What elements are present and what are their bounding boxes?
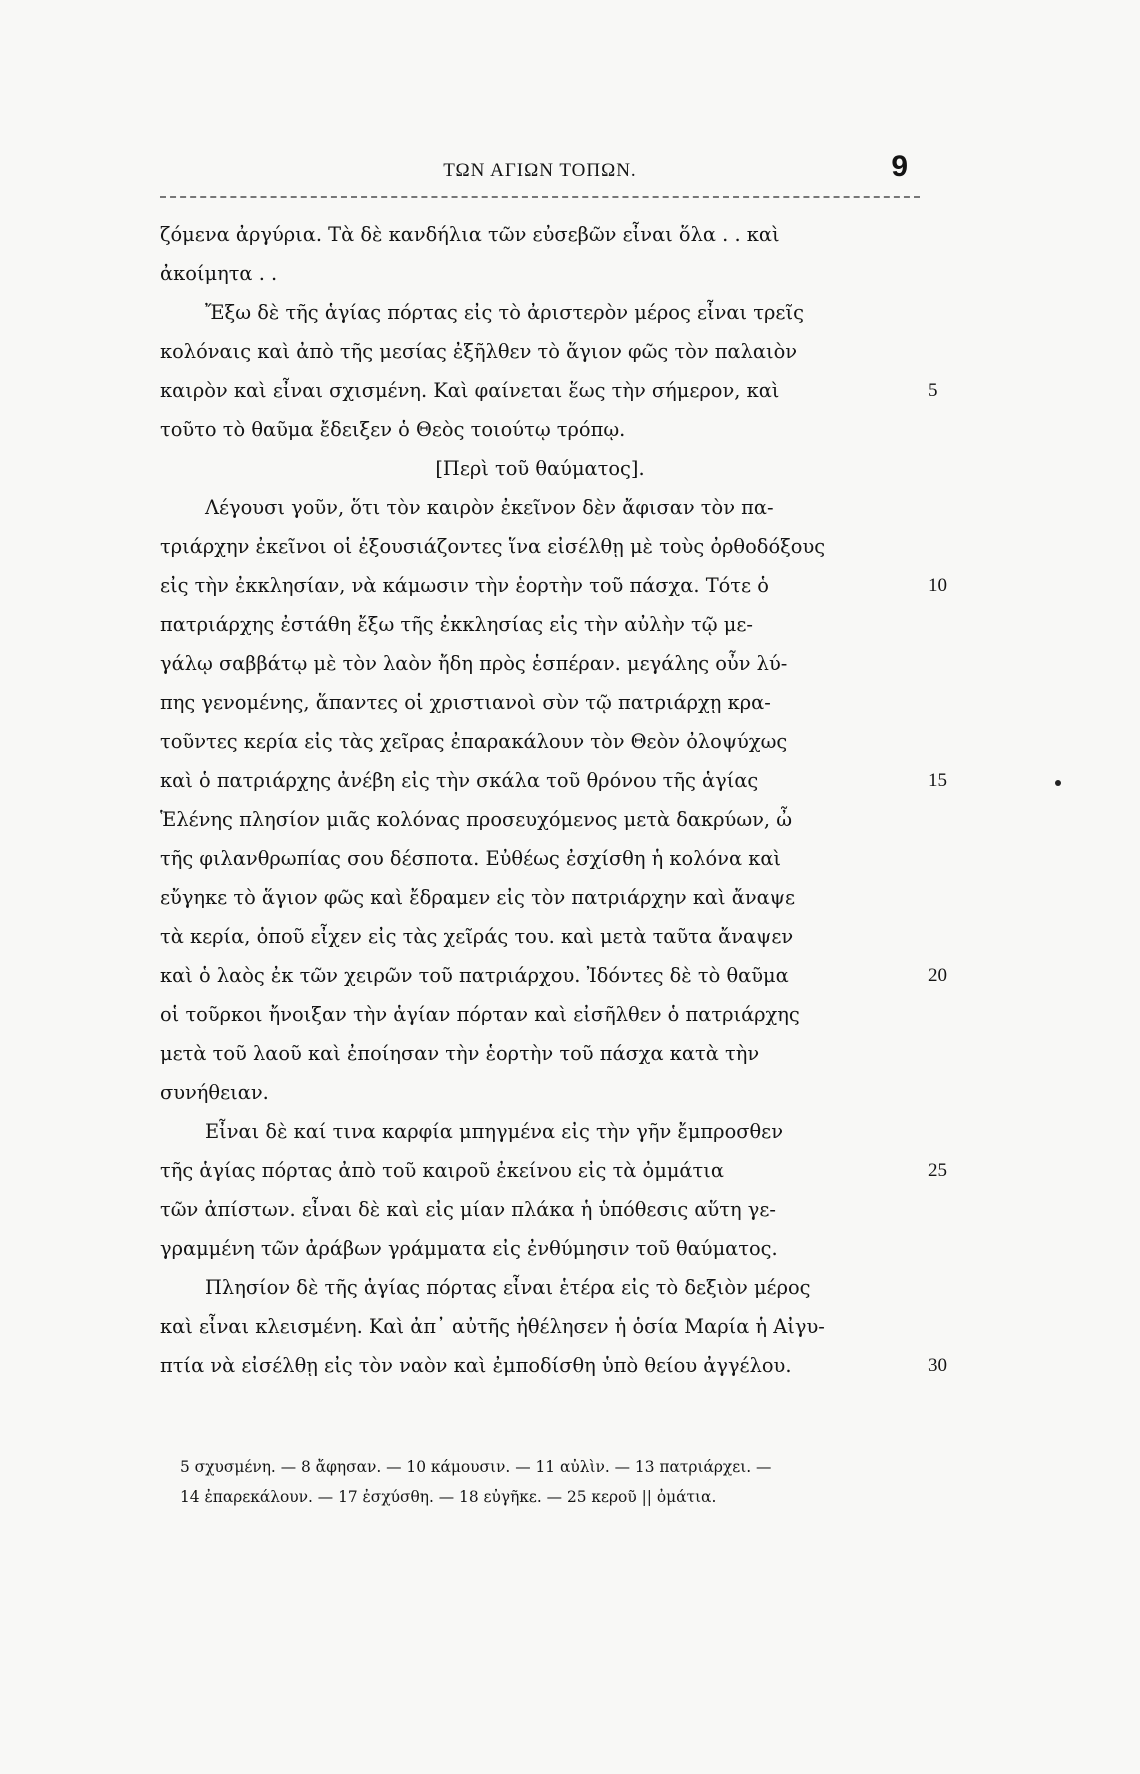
line-text: πατριάρχης ἐστάθη ἔξω τῆς ἐκκλησίας εἰς τὴν αὐλὴν τῷ με-	[160, 613, 753, 636]
text-line	[160, 293, 920, 332]
text-line	[160, 566, 947, 605]
footnote-line: 14 ἐπαρεκάλουν. — 17 ἐσχύσθη. — 18 εὐγῆκε. — 25 κεροῦ || ὀμάτια.	[180, 1488, 717, 1506]
text-line	[160, 410, 920, 449]
line-text: εὔγηκε τὸ ἅγιον φῶς καὶ ἔδραμεν εἰς τὸν πατριάρχην καὶ ἄναψε	[160, 886, 796, 909]
text-line	[160, 488, 920, 527]
text-line	[160, 1268, 920, 1307]
text-line	[160, 1190, 920, 1229]
line-text: Εἶναι δὲ καί τινα καρφία μπηγμένα εἰς τὴν γῆν ἔμπροσθεν	[205, 1120, 783, 1143]
line-text: πτία νὰ εἰσέλθῃ εἰς τὸν ναὸν καὶ ἐμποδίσθη ὑπὸ θείου ἀγγέλου.	[160, 1354, 792, 1377]
line-text: Λέγουσι γοῦν, ὅτι τὸν καιρὸν ἐκεῖνον δὲν ἄφισαν τὸν πα-	[205, 496, 774, 519]
running-title: ΤΩΝ ΑΓΙΩΝ ΤΟΠΩΝ.	[443, 160, 637, 181]
text-line	[160, 878, 920, 917]
line-text: τοῦντες κερία εἰς τὰς χεῖρας ἐπαρακάλουν τὸν Θεὸν ὀλοψύχως	[160, 730, 788, 753]
header-rule	[160, 196, 920, 198]
text-line	[160, 956, 947, 995]
line-text: καὶ ὁ λαὸς ἐκ τῶν χειρῶν τοῦ πατριάρχου. Ἰδόντες δὲ τὸ θαῦμα	[160, 964, 789, 987]
section-heading	[160, 449, 920, 488]
line-number: 25	[928, 1160, 947, 1181]
line-number: 30	[928, 1355, 947, 1376]
page-header	[160, 150, 920, 196]
text-line	[160, 254, 920, 293]
line-text: Ἔξω δὲ τῆς ἁγίας πόρτας εἰς τὸ ἀριστερὸν μέρος εἶναι τρεῖς	[205, 301, 804, 324]
line-text: πης γενομένης, ἅπαντες οἱ χριστιανοὶ σὺν τῷ πατριάρχῃ κρα-	[160, 691, 771, 714]
text-line	[160, 1307, 920, 1346]
text-line	[160, 722, 920, 761]
text-line	[160, 1073, 920, 1112]
line-number: 10	[928, 575, 947, 596]
line-text: συνήθειαν.	[160, 1081, 269, 1104]
line-text: τῆς ἁγίας πόρτας ἀπὸ τοῦ καιροῦ ἐκείνου εἰς τὰ ὀμμάτια	[160, 1159, 724, 1182]
line-text: ζόμενα ἀργύρια. Τὰ δὲ κανδήλια τῶν εὐσεβῶν εἶναι ὅλα . . καὶ	[160, 223, 780, 246]
line-text: τῶν ἀπίστων. εἶναι δὲ καὶ εἰς μίαν πλάκα ἡ ὑπόθεσις αὕτη γε-	[160, 1198, 776, 1221]
text-line	[160, 761, 947, 800]
page-number: 9	[891, 150, 908, 183]
line-text: ἀκοίμητα . .	[160, 262, 278, 285]
line-text: καιρὸν καὶ εἶναι σχισμένη. Καὶ φαίνεται ἕως τὴν σήμερον, καὶ	[160, 379, 780, 402]
text-line	[160, 1112, 920, 1151]
line-number: 20	[928, 965, 947, 986]
line-text: καὶ ὁ πατριάρχης ἀνέβη εἰς τὴν σκάλα τοῦ θρόνου τῆς ἁγίας	[160, 769, 759, 792]
text-line	[160, 839, 920, 878]
text-line	[160, 995, 920, 1034]
line-number: 5	[928, 380, 938, 401]
line-number: 15	[928, 770, 947, 791]
line-text: τὰ κερία, ὁποῦ εἶχεν εἰς τὰς χεῖράς του. καὶ μετὰ ταῦτα ἄναψεν	[160, 925, 794, 948]
text-line	[160, 332, 920, 371]
text-line	[160, 215, 920, 254]
text-line	[160, 527, 920, 566]
text-line	[160, 371, 938, 410]
text-line	[160, 644, 920, 683]
line-text: τριάρχην ἐκεῖνοι οἱ ἐξουσιάζοντες ἵνα εἰσέλθῃ μὲ τοὺς ὀρθοδόξους	[160, 535, 826, 558]
text-line	[160, 1034, 920, 1073]
ink-dot	[1055, 780, 1061, 786]
body-text	[160, 215, 947, 1385]
text-line	[160, 683, 920, 722]
line-text: μετὰ τοῦ λαοῦ καὶ ἐποίησαν τὴν ἑορτὴν τοῦ πάσχα κατὰ τὴν	[160, 1042, 760, 1065]
footnote-line: 5 σχυσμένη. — 8 ἄφησαν. — 10 κάμουσιν. — 11 αὐλὶν. — 13 πατριάρχει. —	[180, 1458, 772, 1476]
line-text: γάλῳ σαββάτῳ μὲ τὸν λαὸν ἤδη πρὸς ἑσπέραν. μεγάλης οὖν λύ-	[160, 652, 788, 675]
line-text: τοῦτο τὸ θαῦμα ἔδειξεν ὁ Θεὸς τοιούτῳ τρόπῳ.	[160, 418, 626, 441]
line-text: Ἑλένης πλησίον μιᾶς κολόνας προσευχόμενος μετὰ δακρύων, ὦ	[160, 808, 793, 831]
line-text: Πλησίον δὲ τῆς ἁγίας πόρτας εἶναι ἑτέρα εἰς τὸ δεξιὸν μέρος	[205, 1276, 811, 1299]
text-line	[160, 605, 920, 644]
line-text: [Περὶ τοῦ θαύματος].	[435, 457, 645, 480]
text-line	[160, 1229, 920, 1268]
text-line	[160, 800, 920, 839]
text-line	[160, 1151, 947, 1190]
line-text: γραμμένη τῶν ἀράβων γράμματα εἰς ἐνθύμησιν τοῦ θαύματος.	[160, 1237, 778, 1260]
line-text: εἰς τὴν ἐκκλησίαν, νὰ κάμωσιν τὴν ἑορτὴν τοῦ πάσχα. Τότε ὁ	[160, 574, 769, 597]
line-text: οἱ τοῦρκοι ἤνοιξαν τὴν ἁγίαν πόρταν καὶ εἰσῆλθεν ὁ πατριάρχης	[160, 1003, 800, 1026]
footnotes	[160, 1452, 920, 1512]
text-line	[160, 1346, 947, 1385]
line-text: καὶ εἶναι κλεισμένη. Καὶ ἀπ᾽ αὐτῆς ἠθέλησεν ἡ ὁσία Μαρία ἡ Αἰγυ-	[160, 1315, 825, 1338]
line-text: κολόναις καὶ ἀπὸ τῆς μεσίας ἐξῆλθεν τὸ ἅγιον φῶς τὸν παλαιὸν	[160, 340, 798, 363]
line-text: τῆς φιλανθρωπίας σου δέσποτα. Εὐθέως ἐσχίσθη ἡ κολόνα καὶ	[160, 847, 782, 870]
text-line	[160, 917, 920, 956]
